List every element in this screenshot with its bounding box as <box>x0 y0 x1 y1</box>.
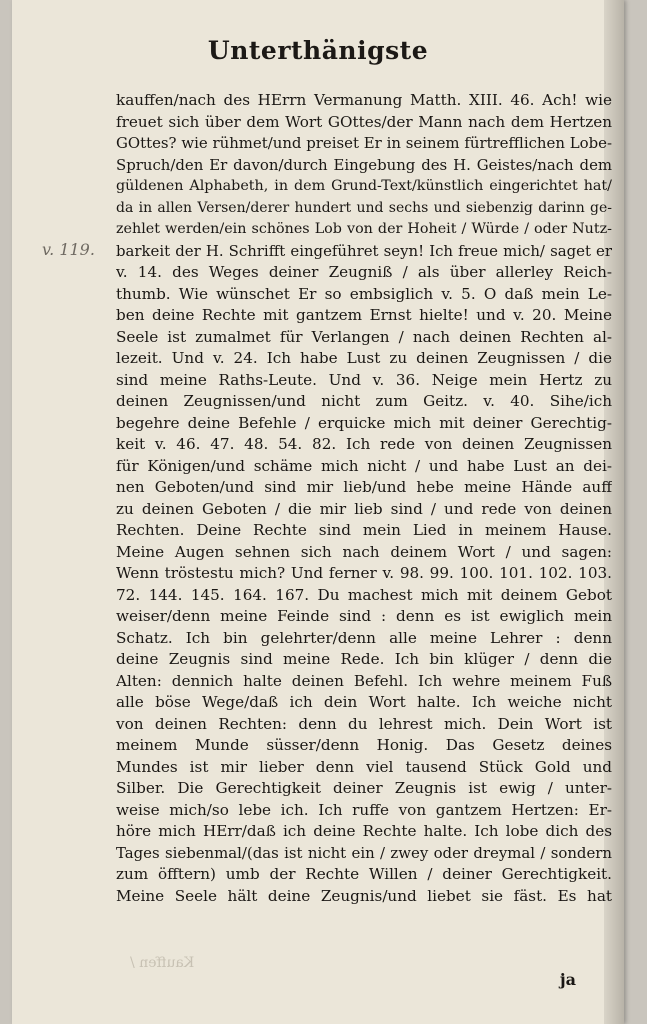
text-line: Meine Augen sehnen sich nach deinem Wort / und sagen: <box>116 542 612 561</box>
text-line: zu deinen Geboten / die mir lieb sind / und rede von deinen <box>116 499 612 518</box>
text-line: Silber. Die Gerechtigkeit deiner Zeugnis ist ewig / unter- <box>116 779 612 797</box>
text-line: zehlet werden/ein schönes Lob von der Hoheit / Würde / oder Nutz- <box>116 221 612 237</box>
page-heading: Unterthänigste <box>207 36 429 65</box>
text-line: weise mich/so lebe ich. Ich ruffe von gantzem Hertzen: Er- <box>116 800 612 819</box>
text-line: freuet sich über dem Wort GOttes/der Mann nach dem Hertzen <box>116 112 612 131</box>
text-line: güldenen Alphabeth, in dem Grund-Text/künstlich eingerichtet hat/ <box>116 178 612 194</box>
text-line: v. 14. des Weges deiner Zeugniß / als über allerley Reich- <box>116 263 612 281</box>
text-line: ben deine Rechte mit gantzem Ernst hielte! und v. 20. Meine <box>116 306 612 324</box>
text-line: 72. 144. 145. 164. 167. Du machest mich mit deinem Gebot <box>116 585 612 604</box>
text-line: meinem Munde süsser/denn Honig. Das Gesetz deines <box>116 736 612 754</box>
text-line: nen Geboten/und sind mir lieb/und hebe meine Hände auff <box>116 478 612 496</box>
text-line: sind meine Raths-Leute. Und v. 36. Neige mein Hertz zu <box>116 370 612 389</box>
text-line: barkeit der H. Schrifft eingeführet seyn! Ich freue mich/ saget er <box>116 241 612 260</box>
text-line: Meine Seele hält deine Zeugnis/und liebet sie fäst. Es hat <box>116 886 612 905</box>
text-line: zum öfftern) umb der Rechte Willen / deiner Gerechtigkeit. <box>116 865 612 883</box>
text-line: Spruch/den Er davon/durch Eingebung des H. Geistes/nach dem <box>116 155 612 174</box>
text-line: alle böse Wege/daß ich dein Wort halte. Ich weiche nicht <box>116 693 612 711</box>
text-line: kauffen/nach des HErrn Vermanung Matth. XIII. 46. Ach! wie <box>116 91 612 109</box>
text-line: thumb. Wie wünschet Er so embsiglich v. 5. O daß mein Le- <box>116 284 612 303</box>
text-line: begehre deine Befehle / erquicke mich mit deiner Gerechtig- <box>116 413 612 432</box>
text-line: für Königen/und schäme mich nicht / und habe Lust an dei- <box>116 456 612 475</box>
text-line: Schatz. Ich bin gelehrter/denn alle meine Lehrer : denn <box>116 628 612 647</box>
text-line: Seele ist zumalmet für Verlangen / nach deinen Rechten al- <box>116 327 612 346</box>
bleed-through-text: Kauffen / <box>130 955 195 971</box>
text-line: Tages siebenmal/(das ist nicht ein / zwey oder dreymal / sondern <box>116 843 612 862</box>
book-page <box>12 0 624 1024</box>
text-line: keit v. 46. 47. 48. 54. 82. Ich rede von deinen Zeugnissen <box>116 435 612 453</box>
text-line: Wenn tröstestu mich? Und ferner v. 98. 99. 100. 101. 102. 103. <box>116 564 612 582</box>
text-line: lezeit. Und v. 24. Ich habe Lust zu deinen Zeugnissen / die <box>116 349 612 367</box>
body-text <box>116 90 612 907</box>
text-line: höre mich HErr/daß ich deine Rechte halte. Ich lobe dich des <box>116 822 612 840</box>
text-line: da in allen Versen/derer hundert und sechs und siebenzig darinn ge- <box>116 199 612 216</box>
margin-note: v. 119. <box>42 240 95 259</box>
text-line: weiser/denn meine Feinde sind : denn es ist ewiglich mein <box>116 607 612 625</box>
text-line: Mundes ist mir lieber denn viel tausend Stück Gold und <box>116 757 612 776</box>
text-line: Alten: dennich halte deinen Befehl. Ich wehre meinem Fuß <box>116 671 612 690</box>
text-line: GOttes? wie rühmet/und preiset Er in seinem fürtrefflichen Lobe- <box>116 134 612 152</box>
catchword: ja <box>559 970 576 989</box>
text-line: deine Zeugnis sind meine Rede. Ich bin klüger / denn die <box>116 650 612 668</box>
text-line: von deinen Rechten: denn du lehrest mich. Dein Wort ist <box>116 714 612 733</box>
text-line: deinen Zeugnissen/und nicht zum Geitz. v. 40. Sihe/ich <box>116 392 612 410</box>
text-line: Rechten. Deine Rechte sind mein Lied in meinem Hause. <box>116 521 612 539</box>
